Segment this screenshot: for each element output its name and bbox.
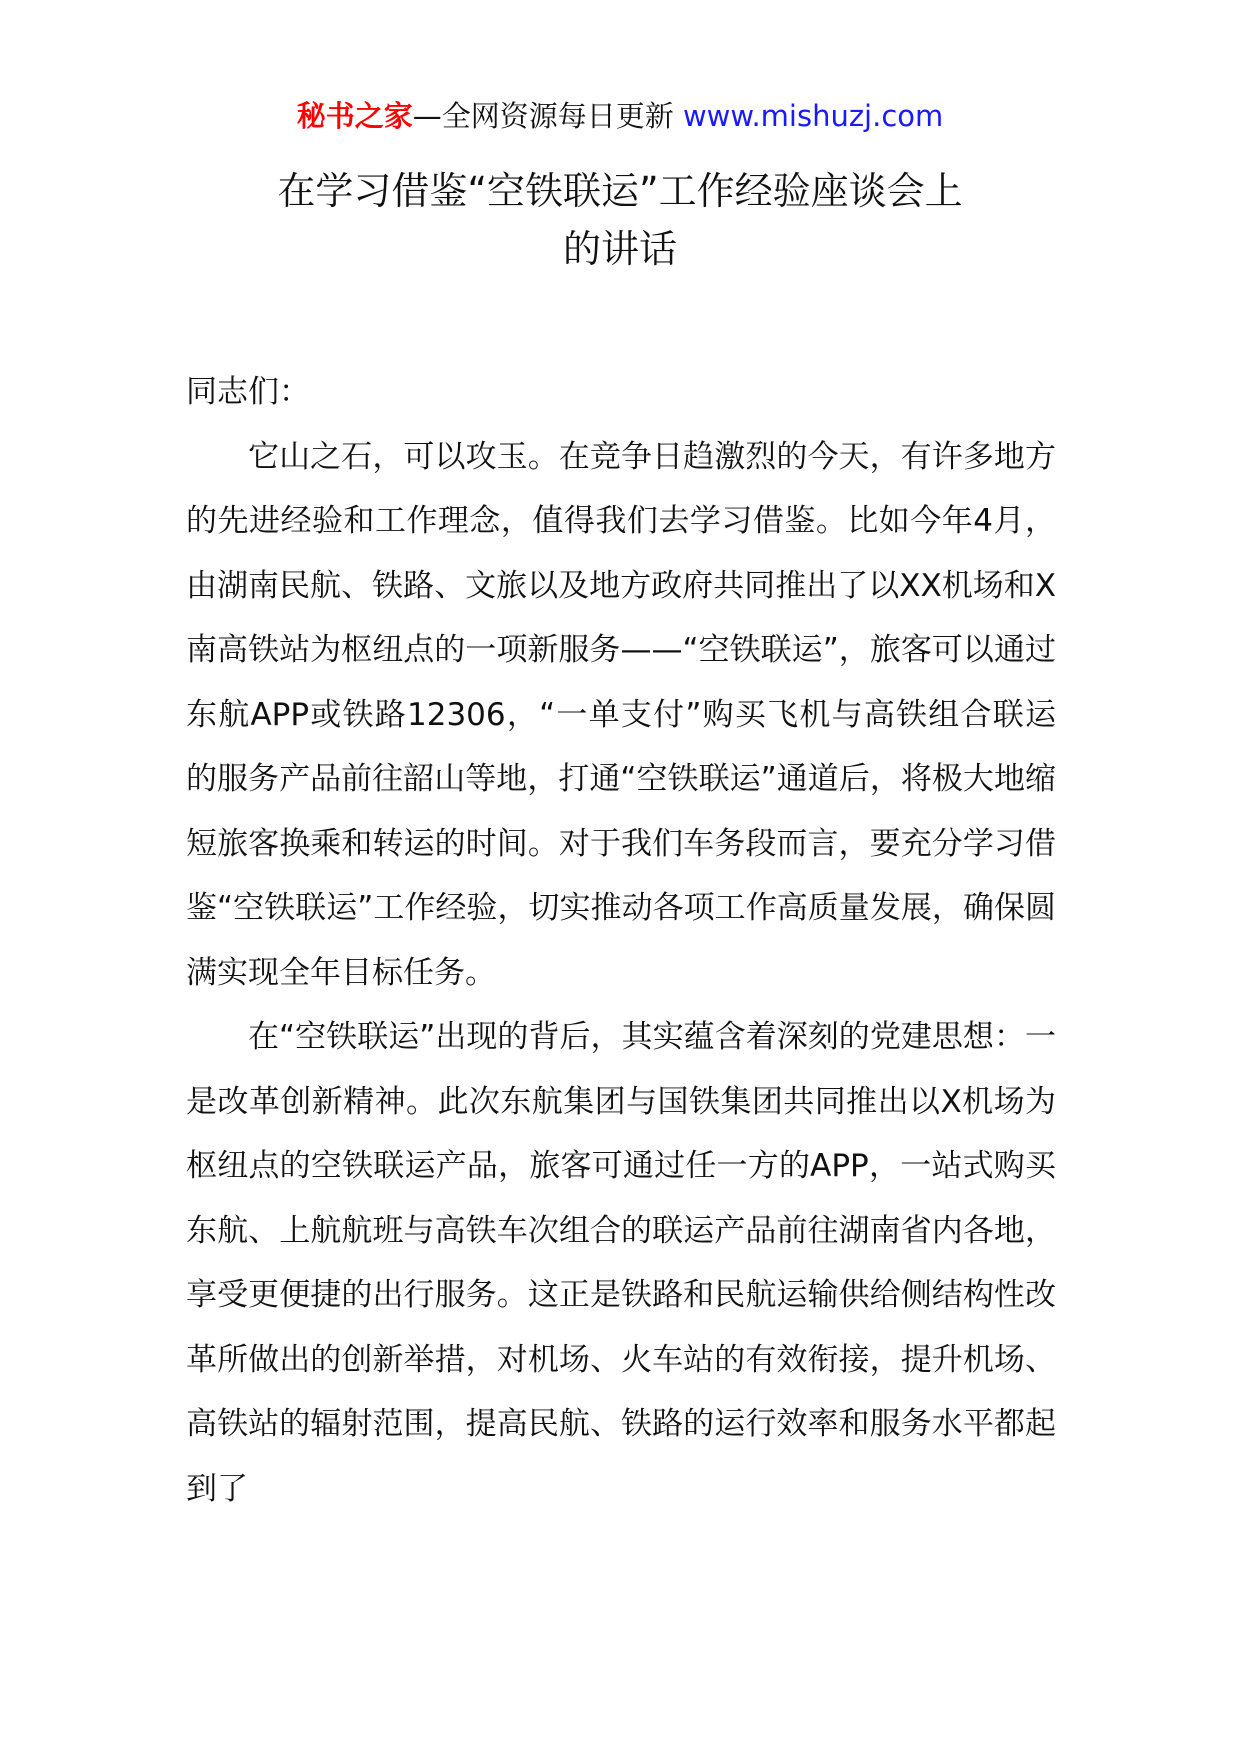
salutation: 同志们： [186,374,310,410]
paragraph-2: 在“空铁联运”出现的背后，其实蕴含着深刻的党建思想：一是改革创新精神。此次东航集团与国铁集团共同推出以X机场为枢纽点的空铁联运产品，旅客可通过任一方的APP，一站式购买东航、上航航班与高铁车次组合的联运产品前往湖南省内各地，享受更便捷的出行服务。这正是铁路和民航运输供给侧结构性改革所做出的创新举措，对机场、火车站的有效衔接，提升机场、高铁站的辐射范围，提高民航、铁路的运行效率和服务水平都起到了 [186,1019,1056,1507]
document-body [186,360,1056,1521]
site-header [0,96,1240,136]
title-line-2: 的讲话 [562,227,677,271]
document-title [0,162,1240,278]
paragraph-1: 它山之石，可以攻玉。在竞争日趋激烈的今天，有许多地方的先进经验和工作理念，值得我们去学习借鉴。比如今年4月，由湖南民航、铁路、文旅以及地方政府共同推出了以XX机场和X南高铁站为枢纽点的一项新服务——“空铁联运”，旅客可以通过东航APP或铁路12306，“一单支付”购买飞机与高铁组合联运的服务产品前往韶山等地，打通“空铁联运”通道后，将极大地缩短旅客换乘和转运的时间。对于我们车务段而言，要充分学习借鉴“空铁联运”工作经验，切实推动各项工作高质量发展，确保圆满实现全年目标任务。 [186,438,1056,991]
header-slogan: —全网资源每日更新 [412,99,674,133]
site-url-link[interactable]: www.mishuzj.com [682,99,944,133]
brand-name: 秘书之家 [296,99,413,133]
title-line-1: 在学习借鉴“空铁联运”工作经验座谈会上 [277,169,963,213]
